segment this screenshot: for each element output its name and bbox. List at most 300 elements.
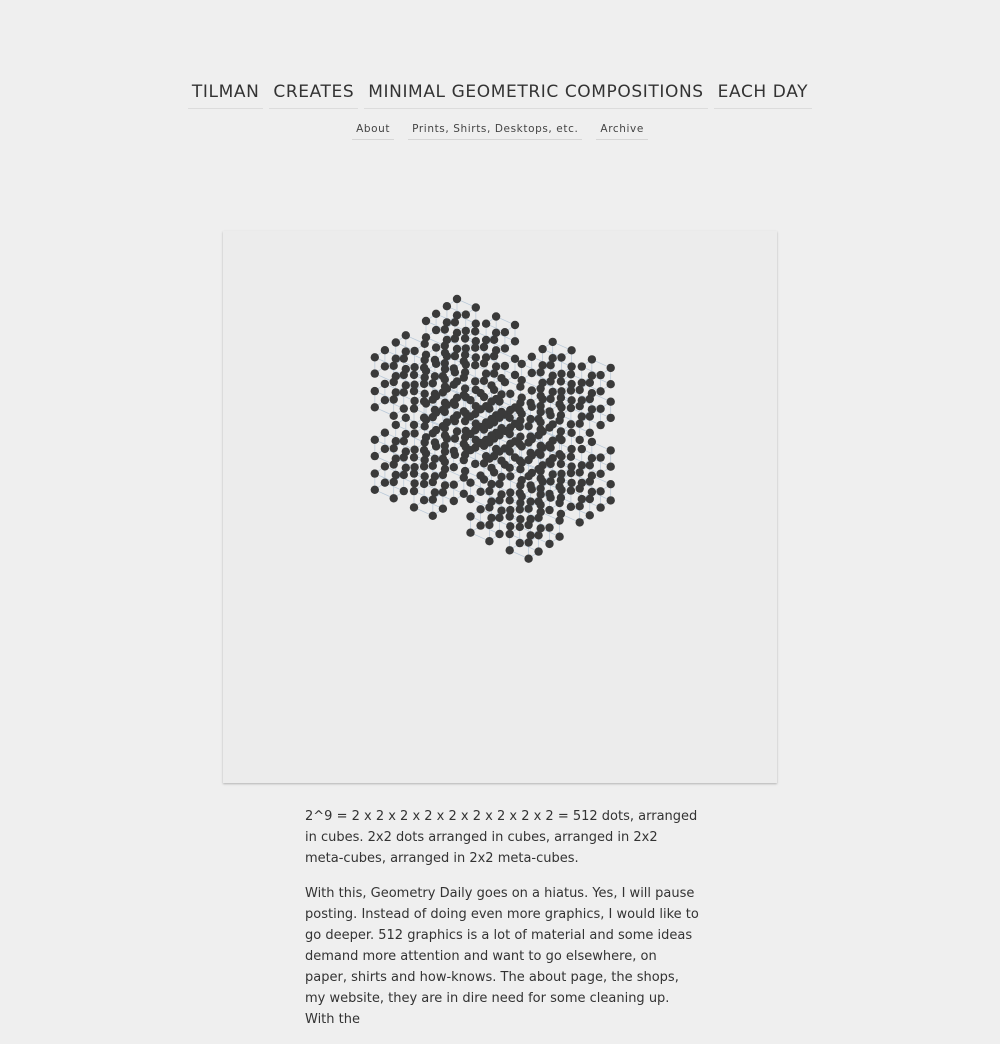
cube-dot: [549, 338, 557, 346]
cube-dot: [400, 437, 408, 445]
cube-dot: [555, 450, 563, 458]
cube-dot: [371, 403, 379, 411]
cube-dot: [497, 424, 505, 432]
cube-dot: [466, 430, 474, 438]
cube-dot: [476, 405, 484, 413]
cube-dot: [596, 387, 604, 395]
cube-dot: [431, 356, 439, 364]
cube-dot: [453, 345, 461, 353]
cube-dot: [390, 444, 398, 452]
cube-dot: [524, 422, 532, 430]
cube-dot: [516, 523, 524, 531]
cube-dot: [506, 447, 514, 455]
cube-dot: [441, 365, 449, 373]
title-word-each-day[interactable]: EACH DAY: [714, 78, 812, 109]
cube-dot: [586, 495, 594, 503]
cube-dot: [371, 452, 379, 460]
cube-dot: [506, 440, 514, 448]
cube-dot: [557, 353, 565, 361]
cube-dot: [450, 414, 458, 422]
caption-paragraph: 2^9 = 2 x 2 x 2 x 2 x 2 x 2 x 2 x 2 x 2 = 512 dots, arranged in cubes. 2x2 dots arranged in cubes, arranged in 2x2 meta-cubes, arranged in 2x2 meta-cubes.: [305, 809, 698, 866]
nav-archive-link[interactable]: Archive: [596, 121, 648, 140]
cube-dot: [381, 362, 389, 370]
cube-dot: [495, 431, 503, 439]
cube-dot: [506, 406, 514, 414]
cube-dot: [607, 446, 615, 454]
cube-dot: [567, 445, 575, 453]
cube-dot: [471, 327, 479, 335]
cube-dot: [586, 395, 594, 403]
cube-dot: [429, 413, 437, 421]
cube-dot: [485, 455, 493, 463]
cube-dot: [596, 503, 604, 511]
cube-dot: [537, 474, 545, 482]
cube-dot: [516, 399, 524, 407]
cube-dot: [443, 302, 451, 310]
cube-dot: [578, 495, 586, 503]
cube-dot: [586, 511, 594, 519]
cube-dot: [567, 396, 575, 404]
cube-dot: [471, 460, 479, 468]
cube-dot: [450, 463, 458, 471]
cube-dot: [534, 547, 542, 555]
cube-dot: [555, 400, 563, 408]
cube-dot: [506, 512, 514, 520]
cube-dot: [596, 405, 604, 413]
cube-dot: [487, 381, 495, 389]
cube-dot: [390, 378, 398, 386]
cube-dot: [506, 530, 514, 538]
cube-dot: [495, 496, 503, 504]
cube-dot: [492, 312, 500, 320]
cube-dot: [420, 462, 428, 470]
cube-dot: [516, 433, 524, 441]
cube-dot: [371, 486, 379, 494]
cube-dot: [534, 514, 542, 522]
cube-dot: [537, 392, 545, 400]
cube-dot: [506, 488, 514, 496]
cube-dot: [536, 384, 544, 392]
cube-dot: [482, 370, 490, 378]
cube-dot: [506, 464, 514, 472]
site-title: [0, 78, 1000, 109]
cube-dot: [545, 441, 553, 449]
cube-dot: [471, 361, 479, 369]
cube-dot: [466, 412, 474, 420]
cube-dot: [371, 387, 379, 395]
cube-dot: [588, 372, 596, 380]
cube-dot: [526, 415, 534, 423]
cube-dot: [410, 347, 418, 355]
cube-dot: [596, 470, 604, 478]
cube-dot: [485, 537, 493, 545]
cube-dot: [466, 446, 474, 454]
post-caption: [305, 806, 700, 1044]
cube-dot: [381, 396, 389, 404]
cube-dot: [381, 462, 389, 470]
cube-dot: [511, 371, 519, 379]
cube-dot: [524, 505, 532, 513]
cube-dot: [439, 422, 447, 430]
cube-dot: [451, 352, 459, 360]
title-word-tilman[interactable]: TILMAN: [188, 78, 263, 109]
cube-dot: [400, 371, 408, 379]
cube-dot: [441, 447, 449, 455]
cube-dot: [555, 416, 563, 424]
cube-dot: [567, 486, 575, 494]
cube-dot: [506, 390, 514, 398]
cube-dot: [555, 499, 563, 507]
cube-dot: [381, 445, 389, 453]
cube-dot: [534, 531, 542, 539]
cube-dot: [421, 356, 429, 364]
cube-dot: [485, 503, 493, 511]
cube-dot: [410, 487, 418, 495]
cube-dot: [472, 353, 480, 361]
cube-dot: [420, 496, 428, 504]
cube-dot: [487, 397, 495, 405]
cube-dot: [567, 469, 575, 477]
cube-dot: [460, 373, 468, 381]
cube-dot: [471, 344, 479, 352]
cube-dot: [567, 453, 575, 461]
cube-dot: [466, 512, 474, 520]
cube-dot: [524, 521, 532, 529]
cube-dot: [516, 383, 524, 391]
cube-dot: [557, 377, 565, 385]
cube-dot: [410, 479, 418, 487]
cube-dot: [495, 514, 503, 522]
cube-dot: [588, 405, 596, 413]
cube-dot: [511, 355, 519, 363]
cube-dot: [410, 387, 418, 395]
cube-dot: [381, 479, 389, 487]
cube-dot: [466, 529, 474, 537]
cube-dot: [567, 429, 575, 437]
cube-dot: [485, 438, 493, 446]
cube-dot: [450, 364, 458, 372]
cube-dot: [518, 360, 526, 368]
cube-dot: [429, 478, 437, 486]
cube-dot: [576, 468, 584, 476]
cube-dot: [501, 328, 509, 336]
cube-dot: [545, 423, 553, 431]
cube-dot: [420, 414, 428, 422]
cube-dot: [421, 472, 429, 480]
cube-dot: [410, 404, 418, 412]
cube-dot: [381, 346, 389, 354]
cube-dot: [466, 479, 474, 487]
cube-dot: [476, 423, 484, 431]
cube-dot: [596, 487, 604, 495]
cube-dot: [537, 408, 545, 416]
cube-dot: [460, 407, 468, 415]
cube-dot: [524, 538, 532, 546]
cube-dot: [431, 438, 439, 446]
title-word-compositions[interactable]: MINIMAL GEOMETRIC COMPOSITIONS: [364, 78, 707, 109]
cube-dot: [476, 488, 484, 496]
cube-dot: [524, 472, 532, 480]
cube-dot: [501, 344, 509, 352]
cube-dot: [450, 481, 458, 489]
cube-dot: [371, 436, 379, 444]
cube-dot: [490, 369, 498, 377]
cube-dot: [429, 395, 437, 403]
cube-dot: [557, 460, 565, 468]
cube-dot: [526, 481, 534, 489]
cube-dot: [516, 489, 524, 497]
cube-dot: [451, 318, 459, 326]
cube-dot: [480, 359, 488, 367]
cube-dot: [567, 479, 575, 487]
cube-dot: [476, 521, 484, 529]
cube-dot: [526, 531, 534, 539]
cube-dot: [497, 457, 505, 465]
cube-dot: [578, 445, 586, 453]
cube-dot: [607, 380, 615, 388]
cube-dot: [429, 495, 437, 503]
cube-dot: [534, 497, 542, 505]
cube-dot: [534, 415, 542, 423]
site-header: [0, 78, 1000, 140]
cube-dot: [431, 488, 439, 496]
dot-cube-graphic: [223, 231, 777, 783]
cube-dot: [534, 465, 542, 473]
cube-dot: [400, 354, 408, 362]
cube-dot: [410, 397, 418, 405]
cube-dot: [420, 480, 428, 488]
cube-dot: [607, 398, 615, 406]
cube-dot: [576, 386, 584, 394]
cube-dot: [480, 343, 488, 351]
cube-dot: [485, 487, 493, 495]
cube-dot: [400, 404, 408, 412]
cube-dot: [461, 334, 469, 342]
cube-dot: [392, 421, 400, 429]
cube-dot: [420, 380, 428, 388]
cube-dot: [466, 495, 474, 503]
cube-dot: [390, 478, 398, 486]
cube-dot: [439, 488, 447, 496]
cube-dot: [476, 505, 484, 513]
cube-dot: [371, 469, 379, 477]
cube-dot: [506, 430, 514, 438]
cube-dot: [453, 295, 461, 303]
cube-dot: [462, 310, 470, 318]
cube-dot: [578, 461, 586, 469]
cube-dot: [466, 396, 474, 404]
cube-dot: [576, 402, 584, 410]
cube-dot: [607, 496, 615, 504]
cube-dot: [390, 412, 398, 420]
cube-dot: [402, 464, 410, 472]
cube-dot: [482, 320, 490, 328]
cube-dot: [516, 481, 524, 489]
cube-dot: [506, 414, 514, 422]
cube-dot: [476, 389, 484, 397]
cube-dot: [528, 386, 536, 394]
cube-dot: [506, 496, 514, 504]
cube-dot: [439, 388, 447, 396]
cube-dot: [439, 471, 447, 479]
cube-dot: [451, 434, 459, 442]
cube-dot: [495, 447, 503, 455]
cube-dot: [567, 386, 575, 394]
cube-dot: [495, 414, 503, 422]
cube-dot: [429, 379, 437, 387]
cube-dot: [516, 539, 524, 547]
cube-dot: [381, 380, 389, 388]
cube-dot: [371, 353, 379, 361]
cube-dot: [420, 397, 428, 405]
cube-dot: [439, 505, 447, 513]
cube-dot: [472, 320, 480, 328]
cube-dot: [400, 453, 408, 461]
cube-dot: [586, 429, 594, 437]
main-nav: [0, 121, 1000, 140]
cube-dot: [400, 487, 408, 495]
cube-dot: [390, 460, 398, 468]
cube-dot: [545, 457, 553, 465]
cube-dot: [546, 361, 554, 369]
cube-dot: [410, 371, 418, 379]
cube-dot: [460, 391, 468, 399]
cube-dot: [588, 438, 596, 446]
cube-dot: [495, 480, 503, 488]
cube-dot: [420, 446, 428, 454]
cube-dot: [506, 546, 514, 554]
cube-dot: [506, 522, 514, 530]
cube-dot: [390, 395, 398, 403]
cube-dot: [410, 363, 418, 371]
cube-dot: [460, 440, 468, 448]
cube-dot: [586, 461, 594, 469]
cube-dot: [516, 465, 524, 473]
cube-dot: [439, 372, 447, 380]
cube-dot: [524, 456, 532, 464]
cube-dot: [441, 349, 449, 357]
cube-dot: [422, 317, 430, 325]
cube-dot: [381, 429, 389, 437]
cube-dot: [567, 362, 575, 370]
cube-dot: [534, 449, 542, 457]
cube-dot: [526, 399, 534, 407]
cube-dot: [431, 406, 439, 414]
cube-dot: [546, 395, 554, 403]
cube-dot: [545, 523, 553, 531]
cube-dot: [392, 355, 400, 363]
cube-dot: [596, 421, 604, 429]
cube-dot: [567, 420, 575, 428]
cube-dot: [485, 405, 493, 413]
cube-dot: [567, 370, 575, 378]
cube-dot: [588, 454, 596, 462]
cube-dot: [578, 412, 586, 420]
cube-dot: [576, 502, 584, 510]
cube-dot: [460, 357, 468, 365]
nav-about-link[interactable]: About: [352, 121, 394, 140]
cube-dot: [432, 310, 440, 318]
cube-dot: [536, 368, 544, 376]
cube-dot: [485, 421, 493, 429]
cube-dot: [506, 472, 514, 480]
cube-dot: [545, 407, 553, 415]
cube-dot: [516, 406, 524, 414]
cube-dot: [460, 473, 468, 481]
cube-dot: [516, 423, 524, 431]
cube-dot: [439, 406, 447, 414]
cube-dot: [588, 355, 596, 363]
cube-dot: [450, 398, 458, 406]
cube-dot: [450, 447, 458, 455]
cube-dot: [576, 420, 584, 428]
cube-dot: [526, 497, 534, 505]
cube-dot: [402, 381, 410, 389]
cube-dot: [528, 353, 536, 361]
cube-dot: [567, 404, 575, 412]
cube-dot: [400, 471, 408, 479]
cube-dot: [576, 436, 584, 444]
cube-dot: [607, 480, 615, 488]
cube-dot: [400, 388, 408, 396]
cube-dot: [501, 362, 509, 370]
cube-dot: [432, 326, 440, 334]
cube-dot: [451, 334, 459, 342]
cube-dot: [443, 318, 451, 326]
cube-dot: [390, 494, 398, 502]
cube-dot: [567, 503, 575, 511]
cube-dot: [429, 462, 437, 470]
cube-dot: [586, 477, 594, 485]
nav-shop-link[interactable]: Prints, Shirts, Desktops, etc.: [408, 121, 582, 140]
cube-dot: [607, 414, 615, 422]
cube-dot: [421, 438, 429, 446]
cube-dot: [402, 331, 410, 339]
cube-dot: [555, 533, 563, 541]
cube-dot: [534, 431, 542, 439]
cube-dot: [490, 352, 498, 360]
artwork-image[interactable]: [223, 231, 777, 783]
cube-dot: [480, 377, 488, 385]
cube-dot: [390, 362, 398, 370]
cube-dot: [495, 397, 503, 405]
cube-dot: [555, 434, 563, 442]
cube-dot: [476, 471, 484, 479]
cube-dot: [410, 446, 418, 454]
cube-dot: [460, 490, 468, 498]
cube-dot: [524, 438, 532, 446]
cube-dot: [487, 464, 495, 472]
cube-dot: [545, 506, 553, 514]
cube-dot: [410, 453, 418, 461]
caption-paragraph: With this, Geometry Daily goes on a hiatus. Yes, I will pause posting. Instead of doing even more graphics, I would like to go deeper. 512 graphics is a lot of material and some ideas demand more attention and want to go elsewhere, on paper, shirts and how-knows. The about page, the shops, my website, they are in dire need for some cleaning up. With the: [305, 886, 699, 1027]
cube-dot: [441, 431, 449, 439]
cube-dot: [432, 343, 440, 351]
cube-dot: [410, 421, 418, 429]
cube-dot: [471, 377, 479, 385]
cube-dot: [516, 440, 524, 448]
cube-dot: [511, 337, 519, 345]
cube-dot: [586, 412, 594, 420]
cube-dot: [420, 364, 428, 372]
cube-dot: [410, 469, 418, 477]
title-word-creates[interactable]: CREATES: [269, 78, 358, 109]
cube-dot: [410, 503, 418, 511]
cube-dot: [526, 449, 534, 457]
cube-dot: [528, 369, 536, 377]
cube-dot: [450, 497, 458, 505]
cube-dot: [410, 429, 418, 437]
